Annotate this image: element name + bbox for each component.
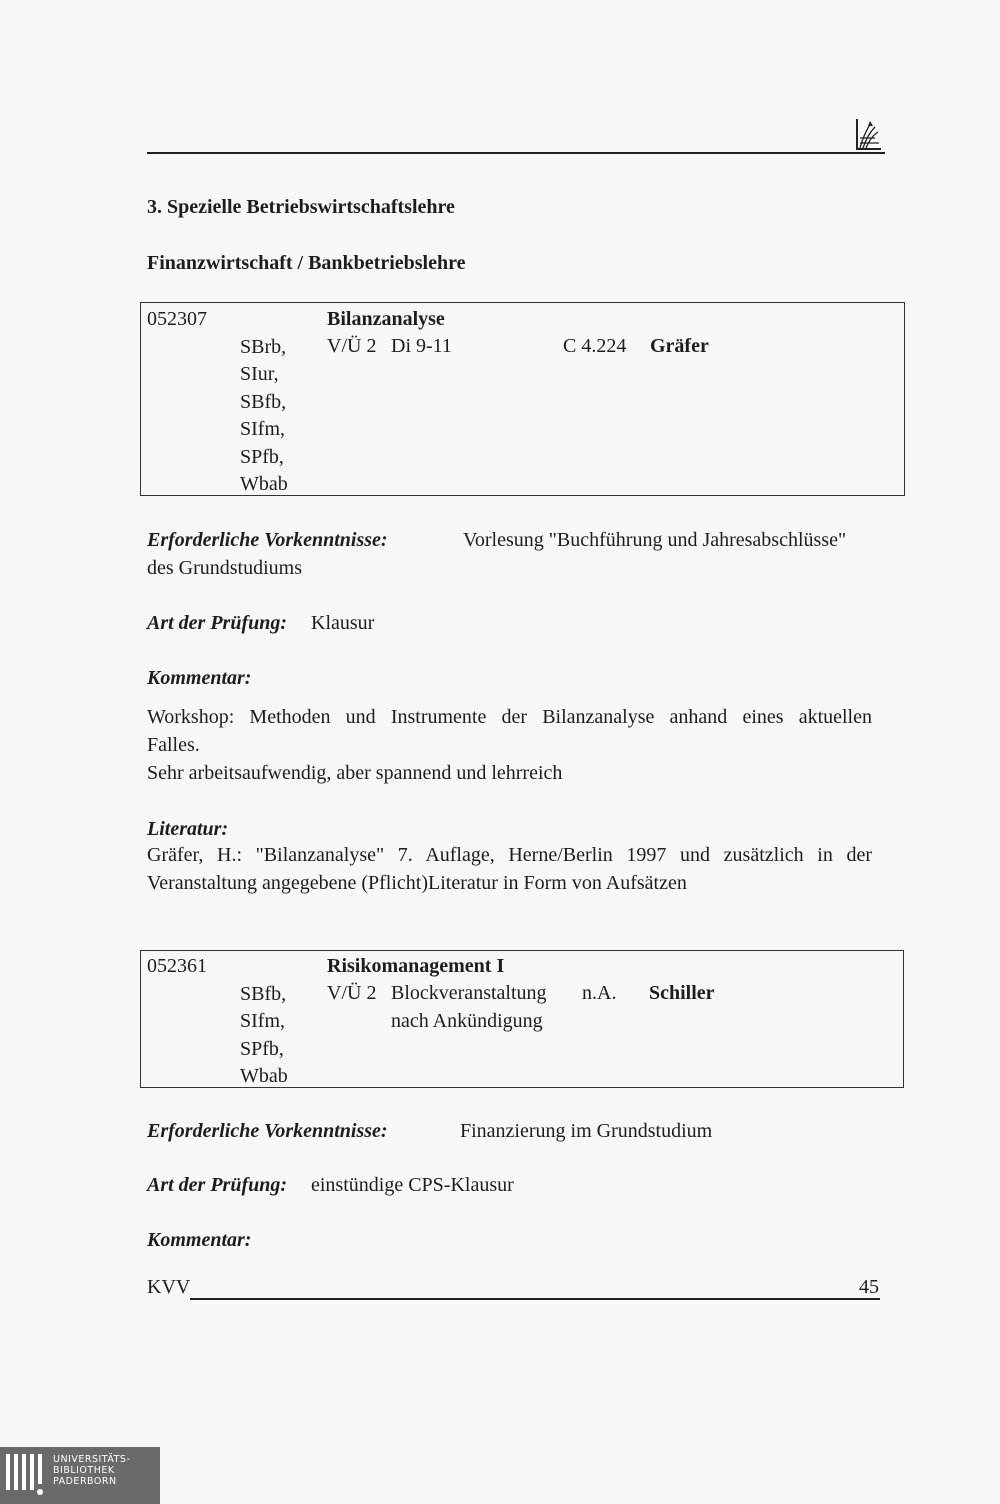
course-time-cont: nach Ankündigung <box>391 1010 543 1032</box>
course-title: Bilanzanalyse <box>327 308 445 330</box>
comment-line: Falles. <box>147 734 200 756</box>
comment-text <box>147 703 872 787</box>
course-programs <box>240 334 288 498</box>
program-item: Wbab <box>240 1065 288 1088</box>
program-item: SIfm, <box>240 1010 285 1033</box>
program-item: SBrb, <box>240 336 287 358</box>
program-item: SBfb, <box>240 390 287 413</box>
course-time: Blockveranstaltung <box>391 982 547 1004</box>
course-number: 052361 <box>147 955 207 977</box>
library-name-line: BIBLIOTHEK <box>53 1465 115 1476</box>
course-lecturer: Schiller <box>649 982 715 1004</box>
footer-label: KVV <box>147 1276 191 1298</box>
exam-text: einstündige CPS-Klausur <box>311 1174 514 1196</box>
library-badge <box>0 1447 160 1504</box>
course-type: V/Ü 2 <box>327 982 377 1004</box>
library-name-line: UNIVERSITÄTS- <box>53 1454 131 1465</box>
comment-label: Kommentar: <box>147 667 252 689</box>
course-number: 052307 <box>147 308 207 330</box>
prerequisites-text: Finanzierung im Grundstudium <box>460 1120 713 1142</box>
library-name-line: PADERBORN <box>53 1476 117 1487</box>
library-name <box>53 1454 130 1487</box>
page-number: 45 <box>859 1276 879 1298</box>
comment-label: Kommentar: <box>147 1229 252 1251</box>
university-logo-icon <box>855 117 883 151</box>
prerequisites-label: Erforderliche Vorkenntnisse: <box>147 1120 388 1142</box>
program-item: SPfb, <box>240 1037 284 1060</box>
program-item: SIur, <box>240 363 279 386</box>
prerequisites-text-cont: des Grundstudiums <box>147 557 302 579</box>
comment-line: Sehr arbeitsaufwendig, aber spannend und lehrreich <box>147 762 563 784</box>
course-room: C 4.224 <box>563 335 627 357</box>
section-title: 3. Spezielle Betriebswirtschaftslehre <box>147 196 455 218</box>
library-bars-icon <box>6 1454 46 1498</box>
program-item: Wbab <box>240 473 288 496</box>
course-type: V/Ü 2 <box>327 335 377 357</box>
comment-line: Workshop: Methoden und Instrumente der Bilanzanalyse anhand eines aktuellen <box>147 706 872 728</box>
exam-label: Art der Prüfung: <box>147 612 288 634</box>
course-lecturer: Gräfer <box>650 335 709 357</box>
header-rule <box>147 152 885 154</box>
course-programs <box>240 981 288 1091</box>
subsection-title: Finanzwirtschaft / Bankbetriebslehre <box>147 252 466 274</box>
program-item: SPfb, <box>240 445 284 468</box>
literature-line: Gräfer, H.: "Bilanzanalyse" 7. Auflage, Herne/Berlin 1997 und zusätzlich in der <box>147 844 872 866</box>
course-title: Risikomanagement I <box>327 955 505 977</box>
literature-label: Literatur: <box>147 818 229 840</box>
program-item: SIfm, <box>240 418 285 441</box>
course-time: Di 9-11 <box>391 335 452 357</box>
course-room: n.A. <box>582 982 617 1004</box>
footer-rule <box>190 1298 880 1300</box>
program-item: SBfb, <box>240 983 287 1005</box>
literature-text <box>147 841 872 897</box>
prerequisites-label: Erforderliche Vorkenntnisse: <box>147 529 388 551</box>
prerequisites-text: Vorlesung "Buchführung und Jahresabschlüsse" <box>463 529 847 551</box>
literature-line: Veranstaltung angegebene (Pflicht)Literatur in Form von Aufsätzen <box>147 872 687 894</box>
exam-label: Art der Prüfung: <box>147 1174 288 1196</box>
exam-text: Klausur <box>311 612 375 634</box>
